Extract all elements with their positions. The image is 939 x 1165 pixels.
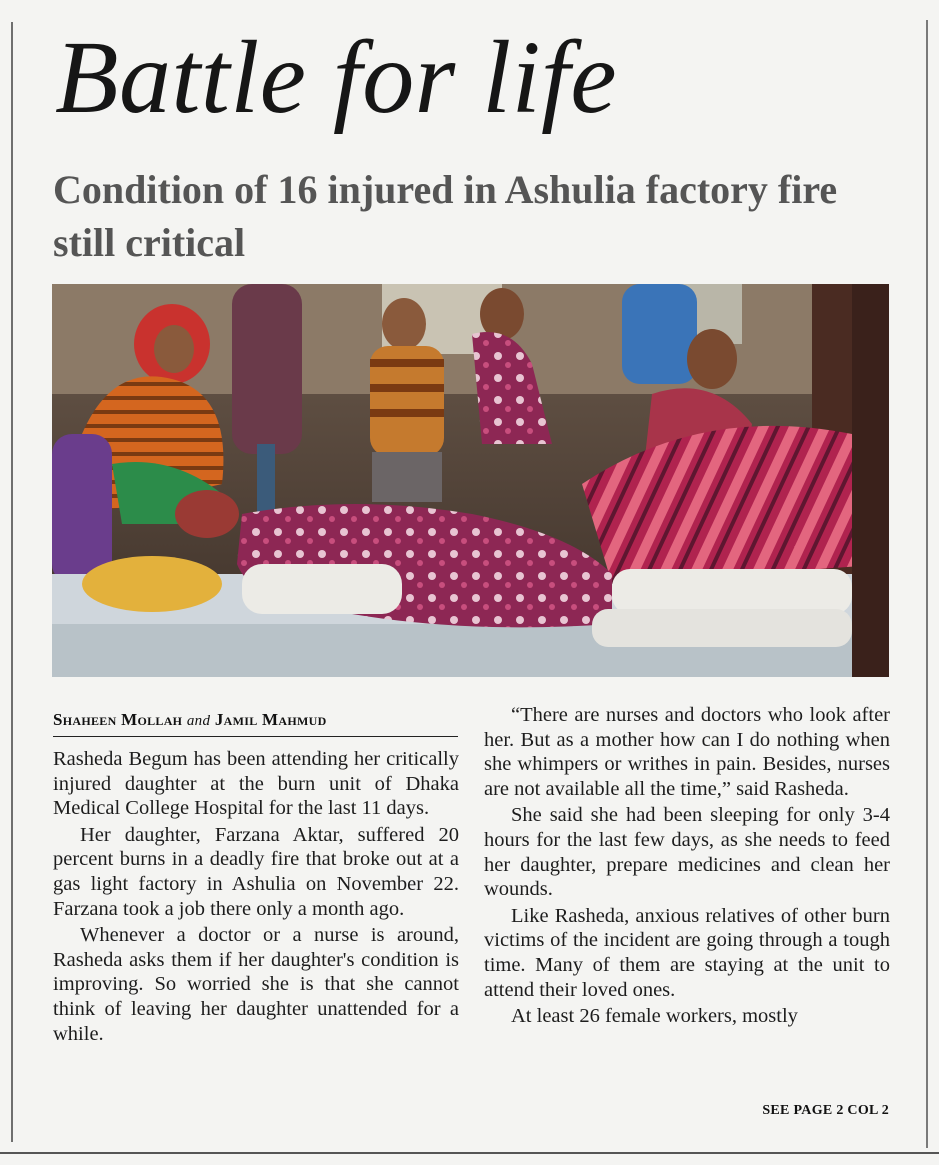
paragraph: “There are nurses and doctors who look after her. But as a mother how can I do nothing when she whimpers or writhes in pain. Besides, nurses are not available all the time,” said Rasheda. bbox=[484, 704, 890, 800]
byline-author-1: Shaheen Mollah bbox=[53, 710, 183, 729]
headline: Battle for life bbox=[55, 20, 618, 135]
byline-rule bbox=[53, 736, 458, 737]
page-bottom-rule bbox=[0, 1152, 939, 1154]
paragraph: Whenever a doctor or a nurse is around, Rasheda asks them if her daughter's condition is improving. So worried she is that she cannot think of leaving her daughter unattended for a while. bbox=[53, 924, 459, 1045]
paragraph: Rasheda Begum has been attending her critically injured daughter at the burn unit of Dhaka Medical College Hospital for the last 11 days. bbox=[53, 748, 459, 820]
continuation-jump: SEE PAGE 2 COL 2 bbox=[762, 1103, 889, 1118]
byline-author-2: Jamil Mahmud bbox=[214, 710, 327, 729]
byline-conjunction: and bbox=[186, 713, 211, 729]
paragraph: Her daughter, Farzana Aktar, suffered 20 percent burns in a deadly fire that broke out at a gas light factory in Ashulia on November 22. Farzana took a job there only a month ago. bbox=[53, 823, 459, 920]
article-column-left bbox=[53, 747, 459, 1046]
paragraph: Like Rasheda, anxious relatives of other burn victims of the incident are going through a tough time. Many of them are staying at the unit to attend their loved ones. bbox=[484, 904, 890, 1001]
article-column-right bbox=[484, 703, 890, 1029]
news-photo bbox=[52, 284, 889, 677]
byline bbox=[53, 710, 458, 730]
subheadline: Condition of 16 injured in Ashulia factory fire still critical bbox=[53, 167, 838, 265]
paragraph: She said she had been sleeping for only 3-4 hours for the last few days, as she needs to feed her daughter, prepare medicines and clean her wounds. bbox=[484, 804, 890, 901]
paragraph: At least 26 female workers, mostly bbox=[511, 1005, 798, 1028]
column-rule-left bbox=[11, 22, 13, 1142]
column-rule-right bbox=[926, 20, 928, 1148]
